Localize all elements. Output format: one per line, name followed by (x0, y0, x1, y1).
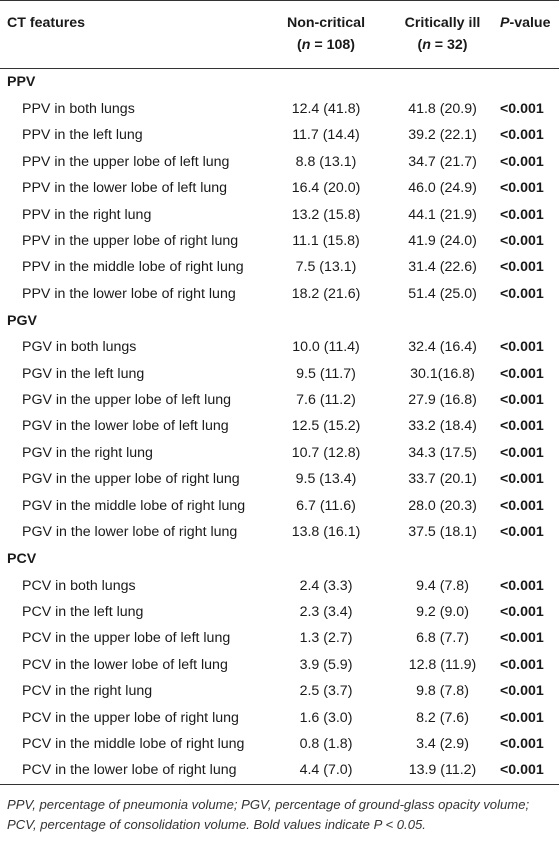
noncritical-cell: 7.6 (11.2) (296, 392, 356, 409)
table-row (0, 387, 559, 413)
p-value-cell: <0.001 (500, 392, 544, 409)
section-title: PGV (7, 312, 37, 329)
section-header-pcv (0, 546, 559, 573)
critical-cell: 9.2 (9.0) (416, 603, 469, 620)
header-p-value (498, 1, 559, 35)
feature-cell: PCV in the left lung (22, 603, 144, 620)
critical-cell: 33.7 (20.1) (408, 471, 477, 488)
feature-cell: PPV in the left lung (22, 127, 143, 144)
feature-cell: PGV in the upper lobe of right lung (22, 471, 240, 488)
p-value-cell: <0.001 (500, 259, 544, 276)
feature-cell: PCV in the upper lobe of right lung (22, 709, 239, 726)
feature-cell: PPV in the upper lobe of right lung (22, 233, 239, 250)
p-value-cell: <0.001 (498, 757, 559, 784)
section-title: PCV (7, 550, 37, 567)
feature-cell: PGV in the left lung (22, 365, 145, 382)
table-row (0, 652, 559, 678)
feature-cell: PCV in the lower lobe of left lung (22, 656, 228, 673)
noncritical-cell: 10.0 (11.4) (292, 339, 360, 356)
p-value-cell: <0.001 (500, 180, 544, 197)
critical-cell: 9.8 (7.8) (416, 683, 469, 700)
noncritical-cell: 1.3 (2.7) (299, 630, 353, 647)
noncritical-cell: 18.2 (21.6) (291, 285, 361, 302)
feature-cell: PCV in both lungs (22, 577, 136, 594)
p-value-cell: <0.001 (500, 153, 544, 170)
feature-cell: PGV in the lower lobe of left lung (22, 418, 229, 435)
p-value-cell: <0.001 (500, 101, 544, 117)
critical-cell: 37.5 (18.1) (408, 524, 477, 541)
table-row (0, 202, 559, 228)
critical-cell: 33.2 (18.4) (408, 418, 477, 435)
p-value-cell: <0.001 (500, 683, 544, 700)
noncritical-cell: 12.4 (41.8) (291, 101, 361, 117)
noncritical-cell: 8.8 (13.1) (295, 153, 357, 170)
feature-cell: PGV in the right lung (22, 444, 153, 461)
table-row (0, 334, 559, 360)
header-noncritical: Non-critical (265, 1, 387, 35)
p-value-cell: <0.001 (500, 206, 544, 223)
p-value-cell: <0.001 (500, 577, 544, 594)
p-value-cell: <0.001 (500, 656, 544, 673)
noncritical-cell: 12.5 (15.2) (291, 418, 361, 435)
noncritical-cell: 0.8 (1.8) (299, 735, 353, 752)
table-row (0, 493, 559, 519)
table-row (0, 625, 559, 651)
feature-cell: PPV in the lower lobe of left lung (22, 180, 228, 197)
section-header-ppv (0, 69, 559, 97)
header-critical-n: (n = 32) (387, 34, 498, 69)
p-value-cell: <0.001 (500, 709, 544, 726)
section-title: PPV (7, 74, 36, 91)
section-header-pgv (0, 307, 559, 334)
feature-cell: PCV in the middle lobe of right lung (22, 735, 245, 752)
table-footnote: PPV, percentage of pneumonia volume; PGV, percentage of ground-glass opacity volume; PCV, percentage of consolidation volume. Bold values indicate P < 0.05. (7, 796, 530, 832)
header-critical: Critically ill (387, 1, 498, 35)
p-value-cell: <0.001 (500, 603, 544, 620)
p-value-cell: <0.001 (500, 127, 544, 144)
critical-cell: 27.9 (16.8) (408, 392, 477, 409)
feature-cell: PPV in the middle lobe of right lung (22, 259, 244, 276)
noncritical-cell: 9.5 (13.4) (295, 471, 357, 488)
critical-cell: 41.9 (24.0) (408, 233, 477, 250)
critical-cell: 39.2 (22.1) (408, 127, 477, 144)
table-row (0, 361, 559, 387)
critical-cell: 6.8 (7.7) (416, 630, 469, 647)
noncritical-cell: 2.5 (3.7) (299, 683, 353, 700)
table-row (0, 413, 559, 439)
p-value-cell: <0.001 (500, 735, 544, 752)
table-row (0, 440, 559, 466)
critical-cell: 13.9 (11.2) (387, 757, 498, 784)
table-row (0, 466, 559, 492)
table-row (0, 149, 559, 175)
table-row (0, 175, 559, 201)
table-body (0, 69, 559, 785)
critical-cell: 8.2 (7.6) (416, 709, 469, 726)
table-row (0, 519, 559, 545)
noncritical-cell: 7.5 (13.1) (295, 259, 357, 276)
table-row (0, 599, 559, 625)
critical-cell: 9.4 (7.8) (416, 577, 469, 594)
header-p-letter: P (500, 15, 510, 31)
noncritical-cell: 2.3 (3.4) (299, 603, 353, 620)
table-row (0, 96, 559, 122)
noncritical-cell: 16.4 (20.0) (291, 180, 361, 197)
critical-cell: 44.1 (21.9) (408, 206, 477, 223)
noncritical-cell: 10.7 (12.8) (291, 444, 361, 461)
critical-cell: 34.3 (17.5) (408, 444, 477, 461)
p-value-cell: <0.001 (500, 630, 544, 647)
noncritical-cell: 9.5 (11.7) (296, 365, 356, 382)
table-row (0, 254, 559, 280)
critical-cell: 28.0 (20.3) (408, 497, 477, 514)
header-noncritical-n: (n = 108) (265, 34, 387, 69)
critical-cell: 31.4 (22.6) (408, 259, 477, 276)
noncritical-cell: 6.7 (11.6) (296, 497, 356, 514)
table-header (0, 1, 559, 69)
critical-cell: 32.4 (16.4) (408, 339, 477, 356)
noncritical-cell: 2.4 (3.3) (299, 577, 353, 594)
noncritical-cell: 11.7 (14.4) (292, 127, 360, 144)
critical-cell: 34.7 (21.7) (408, 153, 477, 170)
critical-cell: 46.0 (24.9) (408, 180, 477, 197)
critical-cell: 41.8 (20.9) (408, 101, 477, 117)
feature-cell: PGV in the upper lobe of left lung (22, 392, 232, 409)
noncritical-cell: 13.8 (16.1) (291, 524, 361, 541)
table-row (0, 731, 559, 757)
header-blank (0, 34, 265, 69)
feature-cell: PCV in the lower lobe of right lung (0, 757, 265, 784)
header-blank-p (498, 34, 559, 69)
p-value-cell: <0.001 (500, 471, 544, 488)
p-value-cell: <0.001 (500, 365, 544, 382)
feature-cell: PPV in the lower lobe of right lung (22, 285, 236, 302)
p-value-cell: <0.001 (500, 524, 544, 541)
feature-cell: PGV in the lower lobe of right lung (22, 524, 238, 541)
header-p-suffix: -value (509, 15, 551, 31)
p-value-cell: <0.001 (500, 497, 544, 514)
critical-cell: 51.4 (25.0) (408, 285, 477, 302)
feature-cell: PCV in the right lung (22, 683, 153, 700)
p-value-cell: <0.001 (500, 285, 544, 302)
table-row (0, 122, 559, 148)
table-row (0, 228, 559, 254)
feature-cell: PPV in the upper lobe of left lung (22, 153, 230, 170)
noncritical-cell: 4.4 (7.0) (265, 757, 387, 784)
critical-cell: 3.4 (2.9) (416, 735, 469, 752)
feature-cell: PPV in the right lung (22, 206, 152, 223)
feature-cell: PCV in the upper lobe of left lung (22, 630, 231, 647)
p-value-cell: <0.001 (500, 233, 544, 250)
table-row (0, 281, 559, 307)
p-value-cell: <0.001 (500, 339, 544, 356)
critical-cell: 30.1(16.8) (410, 365, 475, 382)
p-value-cell: <0.001 (500, 418, 544, 435)
header-ct-features: CT features (0, 1, 265, 35)
table-row (0, 573, 559, 599)
noncritical-cell: 3.9 (5.9) (299, 656, 353, 673)
feature-cell: PGV in the middle lobe of right lung (22, 497, 246, 514)
table-row (0, 705, 559, 731)
noncritical-cell: 11.1 (15.8) (292, 233, 360, 250)
p-value-cell: <0.001 (500, 444, 544, 461)
noncritical-cell: 1.6 (3.0) (299, 709, 353, 726)
feature-cell: PPV in both lungs (22, 101, 135, 117)
critical-cell: 12.8 (11.9) (408, 656, 477, 673)
table-row (0, 678, 559, 704)
table-row (0, 757, 559, 784)
noncritical-cell: 13.2 (15.8) (291, 206, 361, 223)
feature-cell: PGV in both lungs (22, 339, 137, 356)
